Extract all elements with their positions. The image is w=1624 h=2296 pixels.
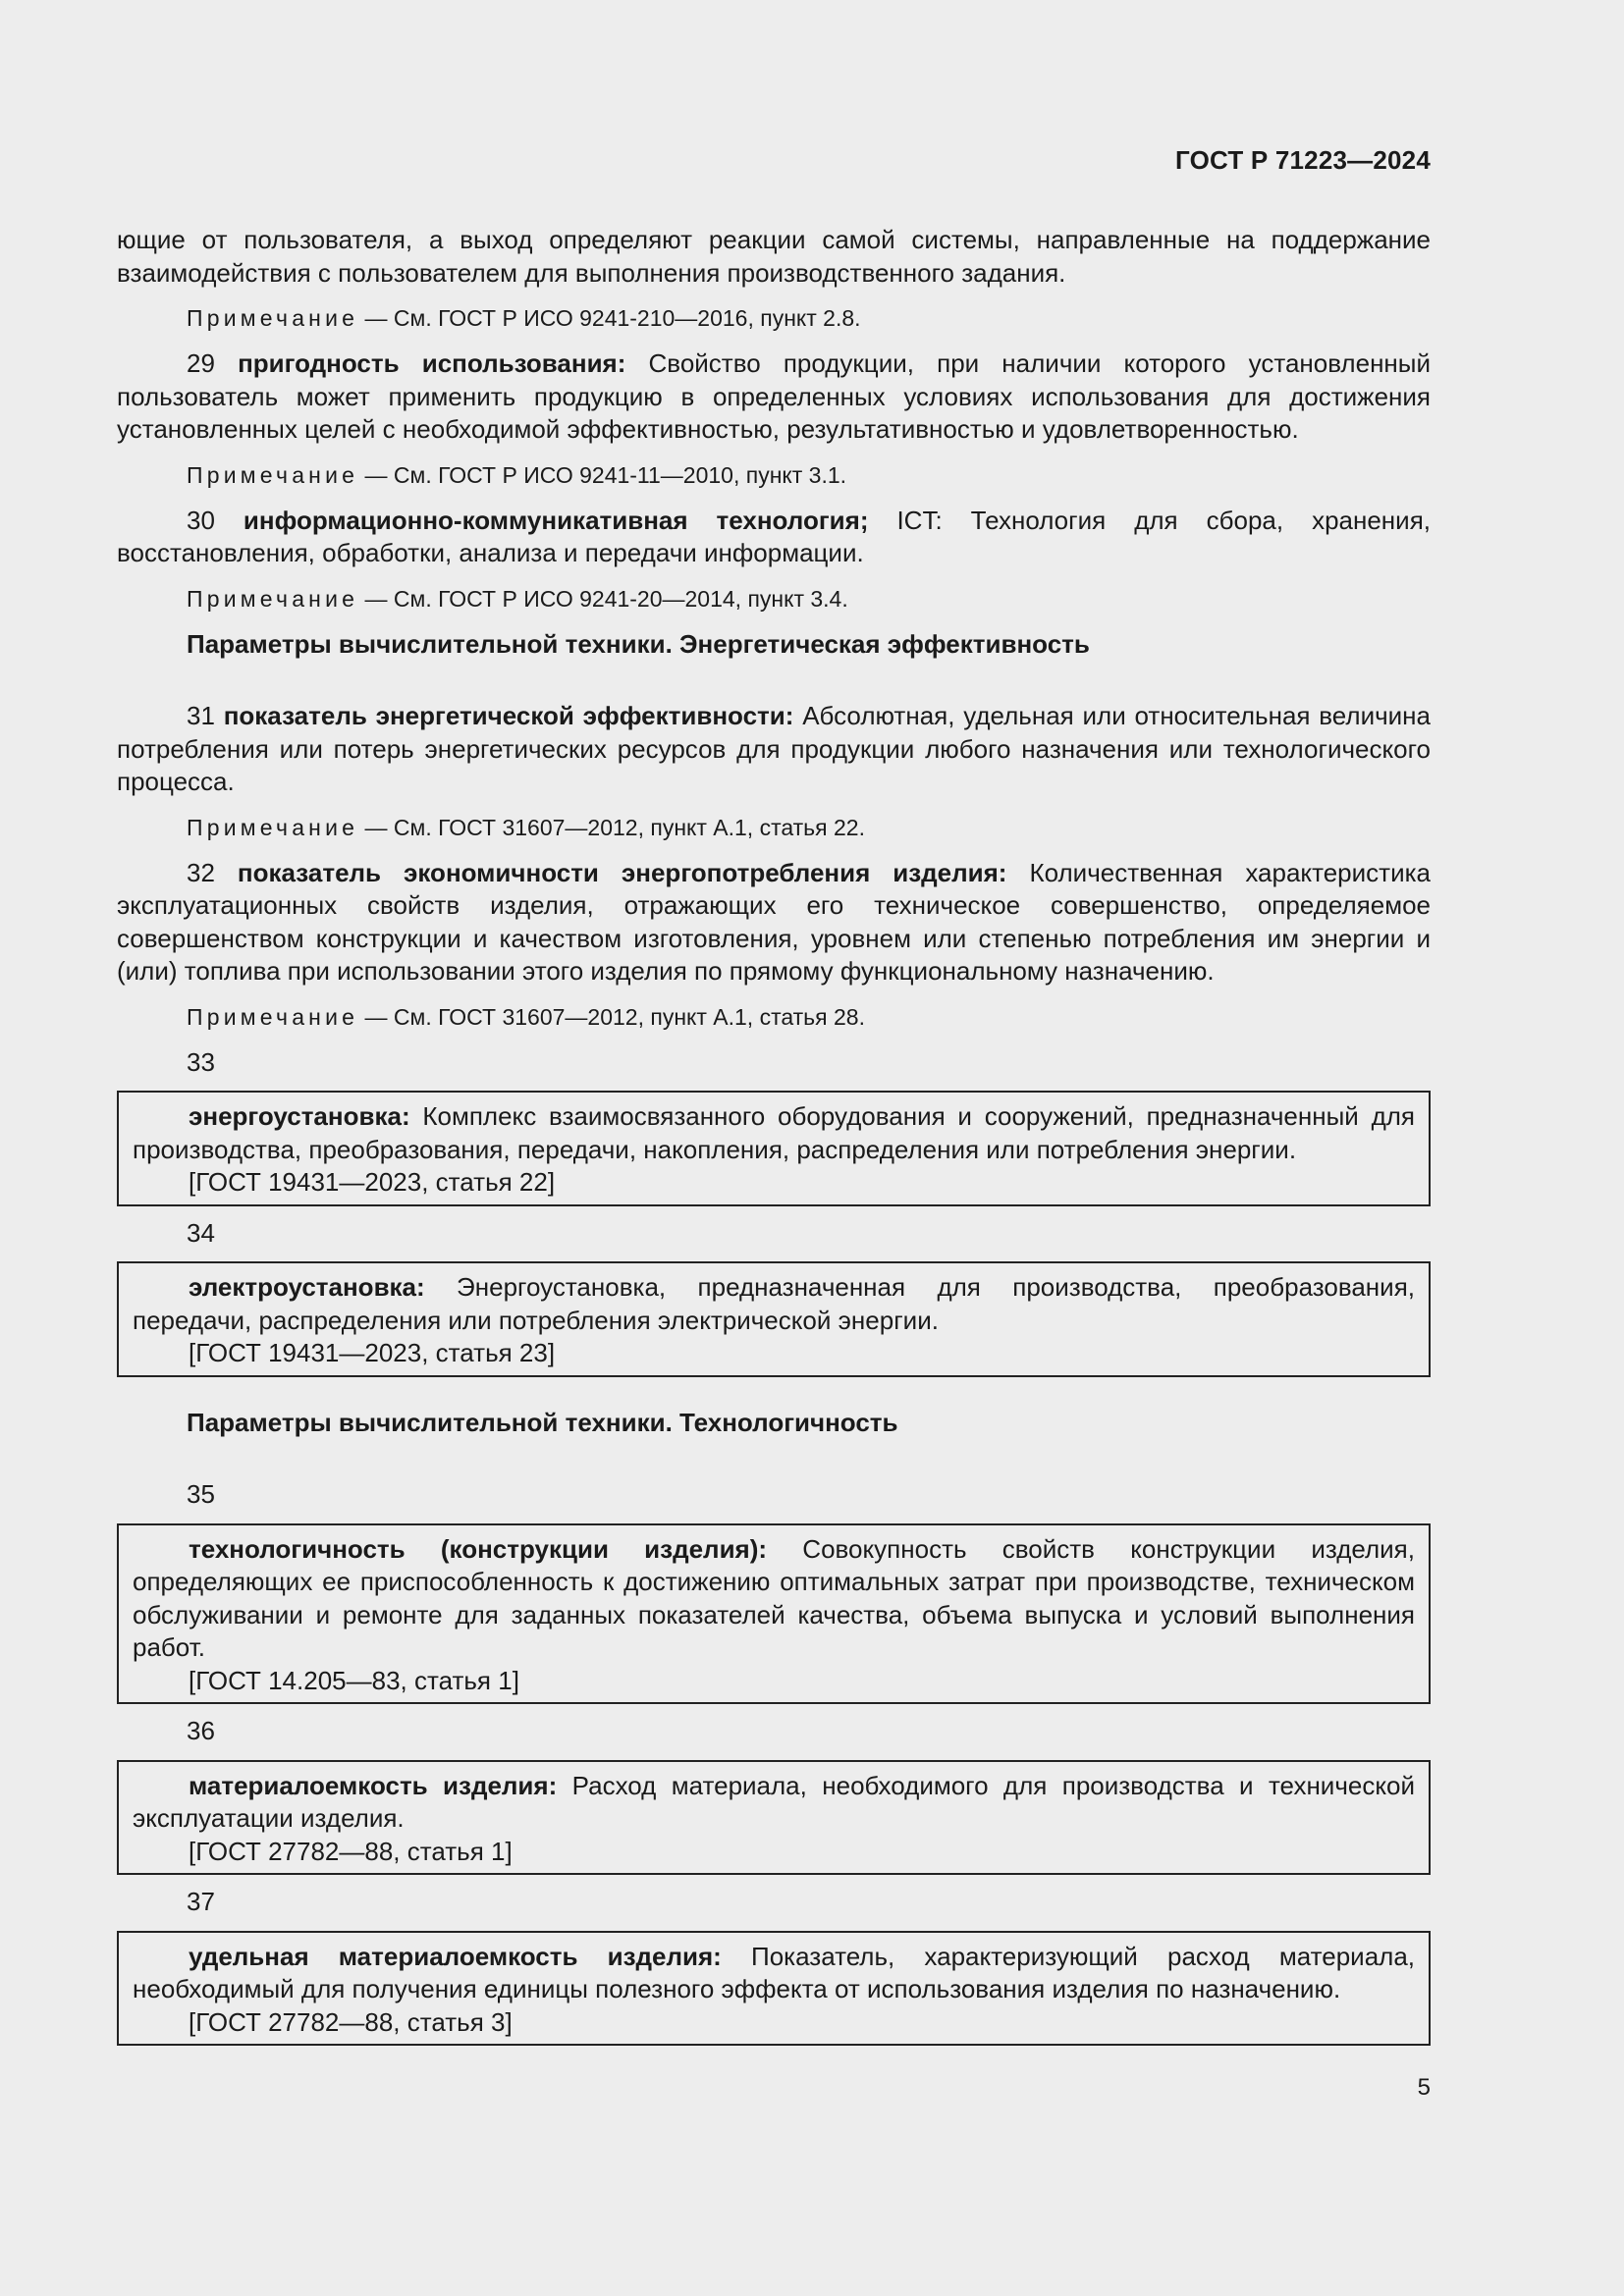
intro-paragraph: ющие от пользователя, а выход определяют реакции самой системы, направленные на поддержание взаимодействия с пользователем для выполнения производственного задания. bbox=[117, 225, 1431, 288]
term-source: [ГОСТ 27782—88, статья 3] bbox=[189, 2006, 513, 2037]
term-name: пригодность использования: bbox=[238, 348, 626, 378]
note-label: Примечание bbox=[187, 461, 359, 488]
note-text: — См. ГОСТ Р ИСО 9241-210—2016, пункт 2.8. bbox=[358, 305, 861, 331]
term-number-33: 33 bbox=[187, 1046, 215, 1077]
term-definition: Количественная характеристика эксплуатационных свойств изделия, отражающих его техническое совершенство, определяемое совершенством конструкции и качеством изготовления, уровнем или степенью потребления им энергии и (или) топлива при использовании этого изделия по прямому функциональному назначению. bbox=[117, 857, 1431, 986]
term-number: 30 bbox=[187, 505, 244, 535]
note-32 bbox=[117, 1002, 1431, 1032]
section-heading-manufacturability: Параметры вычислительной техники. Технологичность bbox=[187, 1407, 898, 1437]
intro-note bbox=[117, 303, 1431, 333]
term-definition: Совокупность свойств конструкции изделия, определяющих ее приспособленность к достижению оптимальных затрат при производстве, техническом обслуживании и ремонте для заданных показателей качества, объема выпуска и условий выполнения работ. bbox=[133, 1533, 1415, 1662]
term-definition-37 bbox=[133, 1941, 1415, 2006]
note-29 bbox=[117, 460, 1431, 490]
note-text: — См. ГОСТ 31607—2012, пункт А.1, статья 22. bbox=[358, 814, 865, 840]
note-text: — См. ГОСТ Р ИСО 9241-11—2010, пункт 3.1. bbox=[358, 461, 847, 488]
term-number-37: 37 bbox=[187, 1887, 215, 1916]
term-source: [ГОСТ 14.205—83, статья 1] bbox=[189, 1665, 519, 1695]
term-definition: Абсолютная, удельная или относительная величина потребления или потерь энергетических ресурсов для продукции любого назначения или технологического процесса. bbox=[117, 701, 1431, 796]
term-name: технологичность (конструкции изделия): bbox=[189, 1533, 768, 1564]
term-item-30 bbox=[117, 505, 1431, 570]
term-definition: Показатель, характеризующий расход материала, необходимый для получения единицы полезного эффекта от использования изделия по назначению. bbox=[133, 1941, 1416, 2003]
term-name: электроустановка: bbox=[189, 1272, 425, 1302]
note-label: Примечание bbox=[187, 305, 359, 331]
term-item-31 bbox=[117, 700, 1431, 799]
note-label: Примечание bbox=[187, 814, 359, 840]
term-name: показатель экономичности энергопотребления изделия: bbox=[237, 857, 1007, 887]
document-header: ГОСТ Р 71223—2024 bbox=[1175, 145, 1431, 175]
term-number: 31 bbox=[187, 701, 224, 730]
term-name: энергоустановка: bbox=[189, 1101, 410, 1131]
term-name: удельная материалоемкость изделия: bbox=[189, 1941, 722, 1971]
term-definition-33 bbox=[133, 1100, 1415, 1166]
term-number-36: 36 bbox=[187, 1716, 215, 1745]
term-item-32 bbox=[117, 857, 1431, 988]
term-number: 32 bbox=[187, 857, 238, 887]
term-definition: ICT: Технология для сбора, хранения, восстановления, обработки, анализа и передачи информации. bbox=[117, 505, 1431, 567]
term-definition: Энергоустановка, предназначенная для производства, преобразования, передачи, распределения или потребления электрической энергии. bbox=[133, 1272, 1415, 1335]
term-name: информационно-коммуникативная технология; bbox=[243, 505, 869, 535]
term-name: показатель энергетической эффективности: bbox=[223, 701, 794, 730]
term-item-29 bbox=[117, 347, 1431, 447]
term-number-34: 34 bbox=[187, 1217, 215, 1248]
term-definition: Комплекс взаимосвязанного оборудования и сооружений, предназначенный для производства, преобразования, передачи, накопления, распределения или потребления энергии. bbox=[133, 1101, 1415, 1164]
term-definition-36 bbox=[133, 1770, 1415, 1836]
term-source: [ГОСТ 19431—2023, статья 22] bbox=[189, 1167, 556, 1197]
term-definition-34 bbox=[133, 1271, 1415, 1337]
note-30 bbox=[117, 584, 1431, 614]
term-box-33 bbox=[117, 1091, 1431, 1206]
term-name: материалоемкость изделия: bbox=[189, 1770, 558, 1800]
term-box-35 bbox=[117, 1523, 1431, 1705]
term-definition-35 bbox=[133, 1533, 1415, 1665]
term-box-37 bbox=[117, 1931, 1431, 2047]
note-label: Примечание bbox=[187, 585, 359, 612]
note-31 bbox=[117, 813, 1431, 842]
term-number: 29 bbox=[187, 348, 239, 378]
term-definition: Расход материала, необходимого для производства и технической эксплуатации изделия. bbox=[133, 1770, 1415, 1833]
note-text: — См. ГОСТ 31607—2012, пункт А.1, статья 28. bbox=[358, 1003, 865, 1030]
term-source: [ГОСТ 27782—88, статья 1] bbox=[189, 1836, 513, 1866]
term-box-36 bbox=[117, 1760, 1431, 1876]
term-box-34 bbox=[117, 1261, 1431, 1377]
note-text: — См. ГОСТ Р ИСО 9241-20—2014, пункт 3.4. bbox=[358, 585, 848, 612]
term-number-35: 35 bbox=[187, 1479, 215, 1509]
page-number: 5 bbox=[1417, 2074, 1431, 2101]
term-source: [ГОСТ 19431—2023, статья 23] bbox=[189, 1338, 556, 1367]
term-definition: Свойство продукции, при наличии которого установленный пользователь может применить продукцию в определенных условиях использования для достижения установленных целей с необходимой эффективностью, результативностью и удовлетворенностью. bbox=[117, 348, 1431, 444]
section-heading-energy: Параметры вычислительной техники. Энергетическая эффективность bbox=[187, 628, 1090, 659]
note-label: Примечание bbox=[187, 1003, 359, 1030]
document-body bbox=[117, 224, 1431, 2056]
